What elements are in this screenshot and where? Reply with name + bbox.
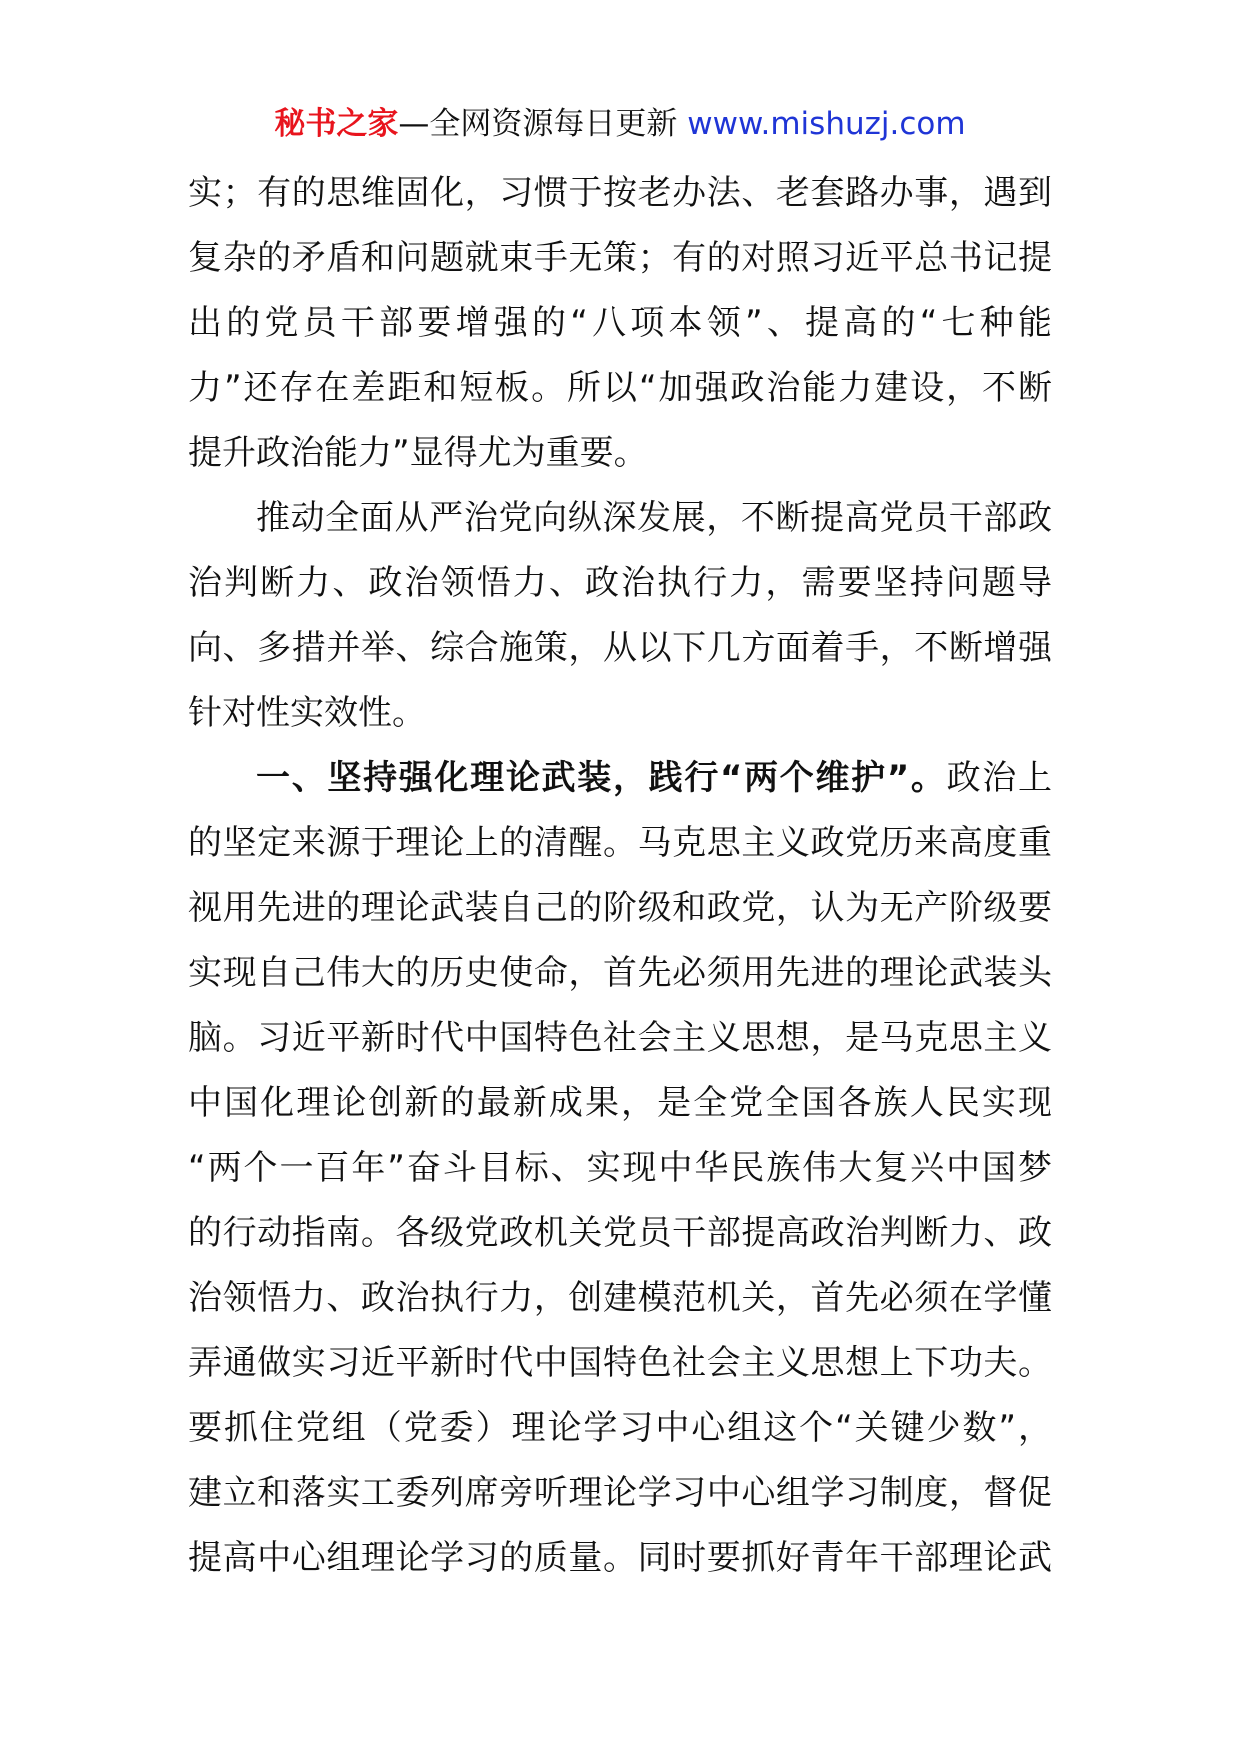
text-line: 复杂的矛盾和问题就束手无策；有的对照习近平总书记提 bbox=[188, 238, 1052, 278]
text-line: 推动全面从严治党向纵深发展，不断提高党员干部政 bbox=[256, 498, 1052, 538]
text-line: 力”还存在差距和短板。所以“加强政治能力建设，不断 bbox=[188, 368, 1052, 408]
text-line: 提高中心组理论学习的质量。同时要抓好青年干部理论武 bbox=[188, 1538, 1052, 1578]
paragraph-1 bbox=[188, 161, 1052, 486]
text-line: 向、多措并举、综合施策，从以下几方面着手，不断增强 bbox=[188, 628, 1052, 668]
text-line: 视用先进的理论武装自己的阶级和政党，认为无产阶级要 bbox=[188, 888, 1052, 928]
text-line: 建立和落实工委列席旁听理论学习中心组学习制度，督促 bbox=[188, 1473, 1052, 1513]
text-line: 针对性实效性。 bbox=[188, 693, 426, 733]
text-line: 出的党员干部要增强的“八项本领”、提高的“七种能 bbox=[188, 303, 1052, 343]
text-line: 弄通做实习近平新时代中国特色社会主义思想上下功夫。 bbox=[188, 1343, 1052, 1383]
section-heading: 一、坚持强化理论武装，践行“两个维护”。 bbox=[256, 758, 947, 798]
heading-line-rest: 政治上 bbox=[946, 758, 1052, 798]
text-line: 实；有的思维固化，习惯于按老办法、老套路办事，遇到 bbox=[188, 173, 1052, 213]
paragraph-2 bbox=[188, 486, 1052, 746]
text-line: 要抓住党组（党委）理论学习中心组这个“关键少数”， bbox=[188, 1408, 1052, 1448]
text-line: 的行动指南。各级党政机关党员干部提高政治判断力、政 bbox=[188, 1213, 1052, 1253]
text-line: 的坚定来源于理论上的清醒。马克思主义政党历来高度重 bbox=[188, 823, 1052, 863]
text-line: 提升政治能力”显得尤为重要。 bbox=[188, 433, 648, 473]
site-header bbox=[0, 98, 1240, 150]
text-line: 治领悟力、政治执行力，创建模范机关，首先必须在学懂 bbox=[188, 1278, 1052, 1318]
text-line: “两个一百年”奋斗目标、实现中华民族伟大复兴中国梦 bbox=[188, 1148, 1052, 1188]
paragraph-3 bbox=[188, 746, 1052, 1591]
text-line: 治判断力、政治领悟力、政治执行力，需要坚持问题导 bbox=[188, 563, 1052, 603]
document-body bbox=[188, 161, 1052, 1591]
site-url-link[interactable]: www.mishuzj.com bbox=[687, 106, 966, 142]
brand-name: 秘书之家 bbox=[274, 106, 399, 142]
section-heading-line bbox=[188, 746, 1052, 811]
text-line: 中国化理论创新的最新成果，是全党全国各族人民实现 bbox=[188, 1083, 1052, 1123]
text-line: 实现自己伟大的历史使命，首先必须用先进的理论武装头 bbox=[188, 953, 1052, 993]
text-line: 脑。习近平新时代中国特色社会主义思想，是马克思主义 bbox=[188, 1018, 1052, 1058]
header-tagline: —全网资源每日更新 bbox=[398, 106, 688, 142]
